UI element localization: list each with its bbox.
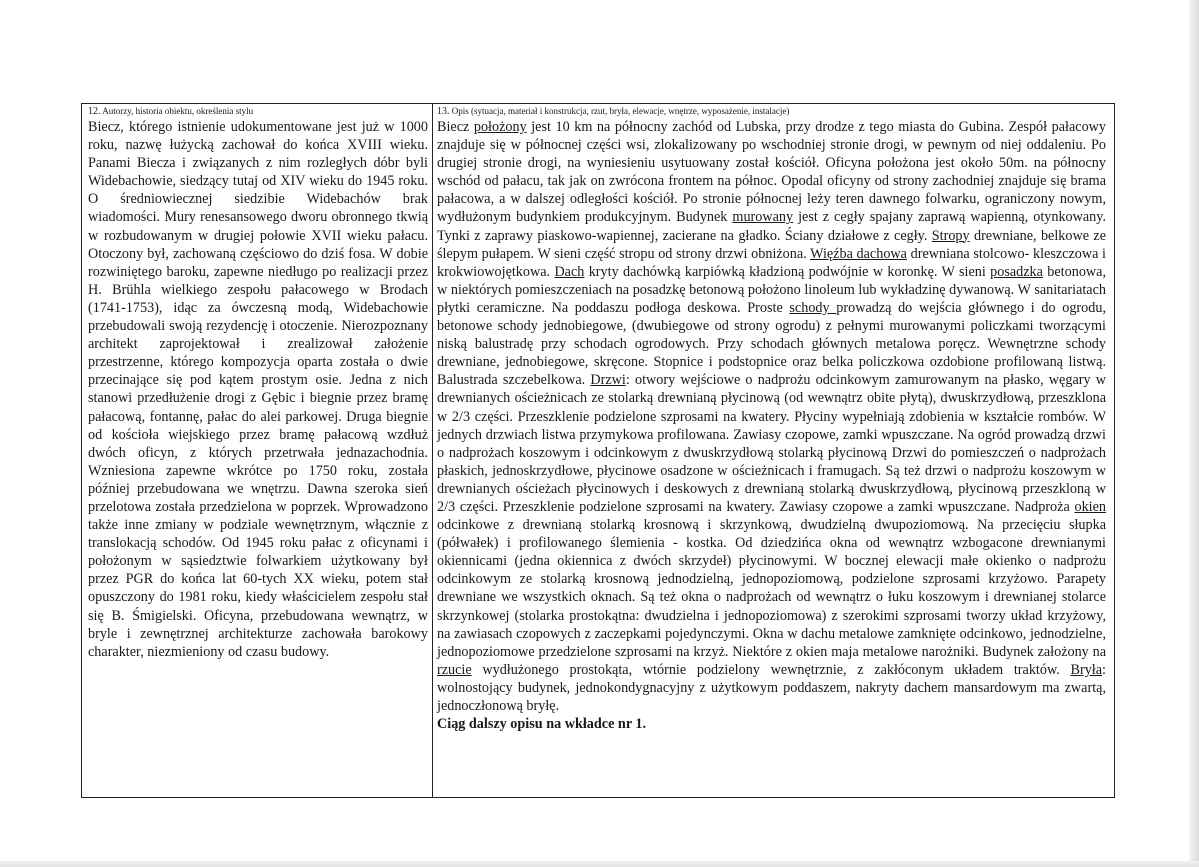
- record-card: [81, 103, 1115, 798]
- text-run: wydłużonego prostokąta, wtórnie podzielony wewnętrznie, z zakłóconym układem traktów.: [471, 661, 1071, 678]
- term-stropy: Stropy: [931, 227, 970, 244]
- text-run: kryty dachówką karpiówką kładzioną podwójnie w koronkę. W sieni: [584, 263, 991, 280]
- term-bryla: Bryła: [1070, 661, 1103, 678]
- text-run: jest 10 km na północny zachód od Lubska, przy drodze z tego miasta do Gubina. Zespół pałacowy znajduje się w północnej części wsi, zlokalizowany po wschodniej stronie drogi, w pewnym od niej oddaleniu. Po drugiej stronie drogi, na wyniesieniu usytuowany został kościół. Oficyna położona jest około 50m. na północny wschód od pałacu, tak jak on zwrócona frontem na północ. Opodal oficyny od strony zachodniej znajduje się brama pałacowa, a w dalszej odległości kościół. Po stronie północnej leży teren dawnego folwarku, ograniczony nowym, wydłużonym budynkiem produkcyjnym. Budynek: [437, 119, 1106, 226]
- description-section: [433, 104, 1114, 797]
- continuation-note: Ciąg dalszy opisu na wkładce nr 1.: [437, 716, 647, 733]
- scan-edge-bottom: [0, 861, 1199, 867]
- history-section: [82, 104, 433, 797]
- text-run: drewniane, belkowe ze ślepym pułapem. W sieni część stropu od strony drzwi obniżona.: [437, 227, 1106, 262]
- text-run: drewniana stolcowo- kleszczowa i krokwiowojętkowa.: [437, 245, 1106, 280]
- term-wiezba-dachowa: Więźba dachowa: [810, 245, 907, 262]
- history-heading-text: Autorzy, historia obiektu, określenia stylu: [102, 106, 254, 116]
- description-heading: [437, 106, 1106, 117]
- text-run: odcinkowe z drewnianą stolarką krosnową i skrzynkową, dwudzielną dwupoziomową. Na przecięciu słupka (półwałek) i profilowanego ślemienia - kostka. Od dziedzińca okna od wewnątrz wzbogacone drewnianymi okiennicami (jedna okiennica z dwóch skrzydeł) płycinowymi. W bocznej elewacji małe okienko o nadprożu odcinkowym ze stolarką krosnową jednodzielną, jednopoziomową, podzielone szprosami krzyżowo. Parapety drewniane we wszystkich oknach. Są też okna o nadprożach od wewnątrz o łuku koszowym i drewnianej stolarce skrzynkowej (stolarka prostokątna: dwudzielna i jednopoziomowa) z szerokimi szprosami tworzy układ krzyżowy, na zawiasach czopowych z zaczepkami pojedynczymi. Okna w dachu metalowe zamknięte odcinkowo, jednodzielne, jednopoziomowe przedzielone szprosami na krzyż. Niektóre z okien maja metalowe narożniki. Budynek założony na: [437, 517, 1106, 660]
- scan-edge-right: [1189, 0, 1199, 867]
- history-text: Biecz, którego istnienie udokumentowane jest już w 1000 roku, nazwę łużycką zachował do końca XVIII wieku. Panami Biecza i związanych z nim rozległych dóbr byli Widebachowie, siedzący tutaj od XIV wieku do 1945 roku. O średniowiecznej siedzibie Widebachów brak wiadomości. Mury renesansowego dworu obronnego tkwią w rozbudowanym w drugiej połowie XVII wieku pałacu. Otoczony był, zachowaną częściowo do dziś fosa. W dobie rozwiniętego baroku, zapewne niedługo po realizacji przez H. Brühla wielkiego zespołu pałacowego w Brodach (1741-1753), idąc za ówczesną modą, Widebachowie przebudowali swoją rezydencję i otoczenie. Nierozpoznany architekt zaprojektował i zrealizował założenie przestrzenne, którego kompozycja oparta została o dwie przecinające się pod kątem prostym osie. Jedna z nich stanowi przedłużenie drogi z Gębic i biegnie przez bramę pałacową, fontannę, pałac do alei parkowej. Druga biegnie od kościoła wiejskiego przez bramę pałacową wzdłuż dwóch oficyn, z których przetrwała jednazachodnia. Wzniesiona zapewne wkrótce po 1750 roku, została później przebudowana we wnętrzu. Dawna szeroka sień przelotowa została przedzielona w poprzek. Wprowadzono także inne zmiany w podziale wewnętrznym, włącznie z translokacją schodów. Od 1945 roku pałac z oficynami i położonym w sąsiedztwie folwarkiem użytkowany był przez PGR do końca lat 60-tych XX wieku, potem stał opuszczony do 1981 roku, kiedy właścicielem zespołu stał się B. Śmigielski. Oficyna, przebudowana wewnątrz, w bryle i zewnętrznej architekturze zachowała barokowy charakter, niezmieniony od czasu budowy.: [88, 119, 428, 660]
- text-run: betonowa, w niektórych pomieszczeniach na posadzkę betonową położono linoleum lub wykładzinę dywanową. W sanitariatach płytki ceramiczne. Na poddaszu podłoga deskowa. Proste: [437, 263, 1106, 316]
- term-rzucie: rzucie: [437, 661, 472, 678]
- term-okien: okien: [1074, 498, 1106, 515]
- term-murowany: murowany: [732, 209, 794, 226]
- text-run: prowadzą do wejścia głównego i do ogrodu, betonowe schody jednobiegowe, (dwubiegowe od strony ogrodu) z pełnymi murowanymi policzkami tworzącymi niską balustradę przy schodach ogrodowych. Przy schodach głównych metalowa poręcz. Wewnętrzne schody drewniane, jednobiegowe, skręcone. Stopnice i podstopnice oraz belka policzkowa ozdobione profilowaną listwą. Balustrada szczebelkowa.: [437, 299, 1106, 389]
- description-heading-number: 13.: [437, 106, 450, 117]
- description-text: [437, 118, 1106, 715]
- term-dach: Dach: [554, 263, 585, 280]
- text-run: Biecz: [437, 119, 474, 135]
- term-polozony: położony: [473, 119, 527, 135]
- history-heading-number: 12.: [88, 106, 101, 117]
- text-run: : wolnostojący budynek, jednokondygnacyjny z użytkowym poddaszem, nakryty dachem mansardowym ma zwartą, jednoczłonową bryłę.: [437, 661, 1106, 714]
- text-run: : otwory wejściowe o nadprożu odcinkowym zamurowanym na płasko, węgary w drewnianych ościeżnicach ze stolarką drewnianą płycinową (od wewnątrz obite płytą), dwuskrzydłową, przeszklona w 2/3 części. Przeszklenie podzielone szprosami na kwatery. Płyciny wypełniają zdobienia w kształcie rombów. W jednych drzwiach listwa przymykowa profilowana. Zawiasy czopowe, zamki wpuszczane. Na ogród prowadzą drzwi o nadprożach koszowym i odcinkowym z dwuskrzydłową stolarką płycinową Drzwi do pomieszczeń o nadprożach płaskich, jednoskrzydłowe, płycinowe osadzone w ościeżnicach i framugach. Są też drzwi o nadprożu koszowym w drewnianych ościeżach płycinowych i deskowych z drewnianą stolarką dwuskrzydłową, płycinową przeszkloną w 2/3 części. Przeszklenie podzielone szprosami na kwatery. Zawiasy czopowe a zamki wpuszczane. Nadproża: [437, 372, 1106, 515]
- history-heading: [88, 106, 428, 117]
- text-run: jest z cegły spajany zaprawą wapienną, otynkowany. Tynki z zaprawy piaskowo-wapiennej, zacierane na gładko. Ściany działowe z cegły.: [437, 209, 1106, 244]
- term-drzwi: Drzwi: [590, 372, 626, 389]
- term-schody: schody: [789, 299, 837, 316]
- term-posadzka: posadzka: [990, 263, 1043, 280]
- description-heading-text: Opis (sytuacja, materiał i konstrukcja, rzut, bryła, elewacje, wnętrze, wyposażenie, instalacje): [451, 106, 790, 116]
